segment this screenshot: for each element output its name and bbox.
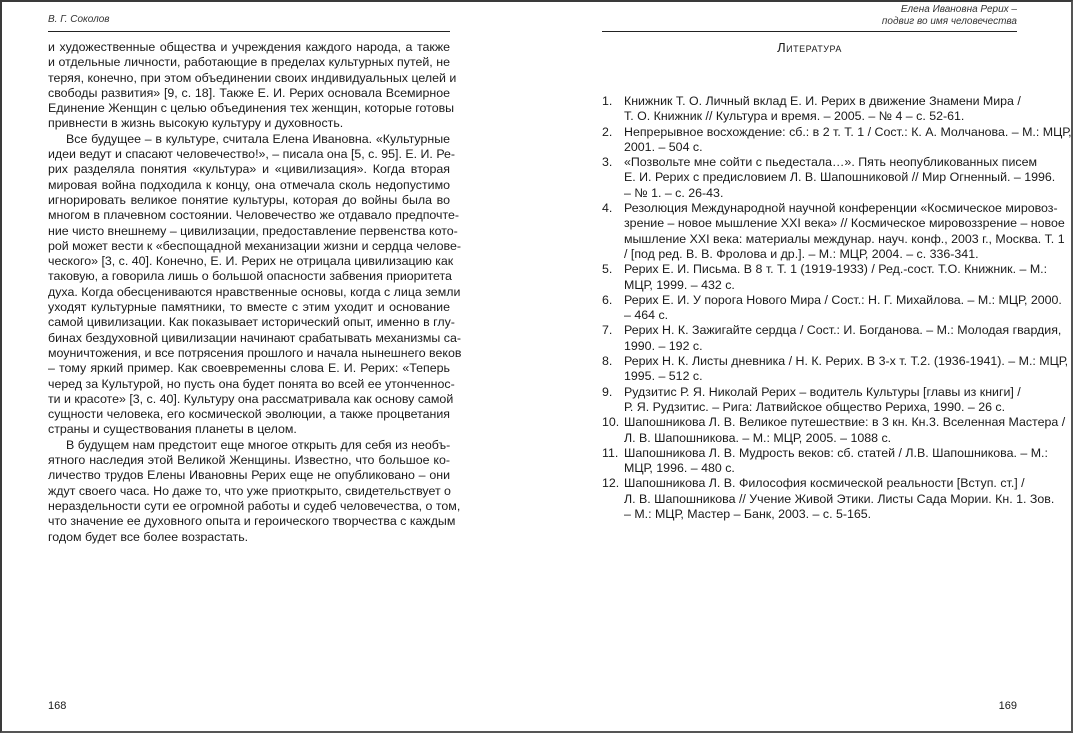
text-line: ти и красоте» [3, с. 40]. Культуру она рассматривала как основу самой: [48, 391, 454, 406]
text-line: идеи ведут и спасают человечество!», – писала она [5, с. 95]. Е. И. Ре-: [48, 147, 456, 162]
text-line: зрение – новое мышление XXI века» // Космическое мировоззрение – новое: [624, 216, 1065, 231]
reference-item: [602, 384, 1021, 416]
left-body-text: [48, 40, 462, 545]
reference-number: 10.: [602, 415, 620, 430]
text-line: Книжник Т. О. Личный вклад Е. И. Рерих в движение Знамени Мира /: [624, 94, 1021, 108]
text-line: – М.: МЦР, Мастер – Банк, 2003. – с. 5-165.: [624, 507, 872, 522]
text-line: привнести в жизнь высокую культуру и духовность.: [48, 116, 344, 131]
reference-number: 3.: [602, 155, 613, 170]
text-line: самой цивилизации. Как показывает исторический опыт, именно в глу-: [48, 315, 455, 330]
text-line: Непрерывное восхождение: сб.: в 2 т. Т. 1 / Сост.: К. А. Молчанова. – М.: МЦР,: [624, 124, 1072, 139]
left-header-rule: [48, 31, 450, 32]
reference-text: [624, 445, 1048, 477]
reference-item: [602, 323, 1062, 354]
text-line: Рерих Н. К. Листы дневника / Н. К. Рерих. В 3-х т. Т.2. (1936-1941). – М.: МЦР,: [624, 354, 1069, 369]
text-line: Рерих Е. И. У порога Нового Мира / Сост.: Н. Г. Михайлова. – М.: МЦР, 2000.: [624, 292, 1062, 307]
text-line: рой может вести к «беспощадной механизации жизни и сердца челове-: [48, 238, 461, 253]
reference-item: [602, 415, 1066, 446]
text-line: многом в плачевном состоянии. Человечество же отдавало предпочте-: [48, 208, 460, 223]
text-line: мышление XXI века: материалы междунар. науч. конф., 2003 г., Москва. Т. 1: [624, 231, 1065, 246]
text-line: ждут своего часа. Но даже то, что уже приоткрыто, свидетельствует о: [48, 483, 451, 498]
reference-text: [624, 124, 1072, 156]
paragraph: [48, 40, 457, 132]
text-line: уходят культурные памятники, то вместе с этим уходит и основание: [48, 300, 450, 315]
reference-number: 2.: [602, 124, 613, 139]
text-line: игнорировать великое понятие культуры, которая до войны была во: [48, 192, 450, 207]
reference-number: 5.: [602, 262, 613, 277]
text-line: сущности человека, его космической эволюции, а также процветания: [48, 407, 450, 422]
reference-item: [602, 354, 1069, 385]
reference-list: [602, 94, 1072, 522]
text-line: ние чисто внешнему – цивилизации, предоставление первенства кото-: [48, 223, 458, 238]
text-line: Л. В. Шапошникова. – М.: МЦР, 2005. – 1088 с.: [624, 430, 892, 445]
running-head-line: Елена Ивановна Рерих –: [900, 4, 1017, 15]
text-line: Шапошникова Л. В. Мудрость веков: сб. статей / Л.В. Шапошникова. – М.:: [624, 445, 1048, 460]
text-line: таковую, а говорила лишь о большой опасности забвения приоритета: [48, 269, 452, 284]
reference-text: [624, 155, 1056, 201]
text-line: ятного наследия этой Великой Женщины. Известно, что большое ко-: [48, 453, 450, 468]
text-line: / [под ред. В. В. Фролова и др.]. – М.: МЦР, 2004. – с. 336-341.: [624, 246, 979, 261]
text-line: теряя, конечно, при этом объединении своих индивидуальных целей и: [48, 70, 457, 85]
reference-item: [602, 155, 1056, 201]
reference-number: 8.: [602, 354, 613, 369]
text-line: нераздельности сути ее огромной работы и судеб человечества, о том,: [48, 498, 461, 513]
reference-item: [602, 445, 1048, 477]
text-line: рих разделяла понятия «культура» и «цивилизация». Когда вторая: [48, 162, 450, 177]
text-line: Рудзитис Р. Я. Николай Рерих – водитель Культуры [главы из книги] /: [624, 384, 1021, 399]
text-line: Т. О. Книжник // Культура и время. – 2005. – № 4 – с. 52-61.: [624, 109, 965, 124]
section-title: Литература: [777, 40, 842, 55]
right-header-rule: [602, 31, 1017, 32]
text-line: Шапошникова Л. В. Философия космической реальности [Вступ. ст.] /: [624, 476, 1025, 491]
reference-text: [624, 354, 1069, 385]
text-line: В будущем нам предстоит еще многое открыть для себя из необъ-: [66, 437, 451, 452]
reference-number: 12.: [602, 476, 620, 491]
reference-text: [624, 292, 1062, 324]
text-line: страны и существования планеты в целом.: [48, 422, 297, 437]
text-line: Е. И. Рерих с предисловием Л. В. Шапошниковой // Мир Огненный. – 1996.: [624, 170, 1056, 185]
text-line: мировая война подходила к концу, она отмечала сколь недопустимо: [48, 177, 450, 192]
right-running-head: [882, 4, 1017, 28]
reference-number: 11.: [602, 445, 619, 460]
text-line: Единение Женщин с целью объединения тех женщин, которые готовы: [48, 101, 455, 116]
paragraph: [48, 131, 462, 438]
reference-item: [602, 262, 1048, 293]
text-line: бинах бездуховной цивилизации начинают срабатывать механизмы са-: [48, 330, 461, 345]
left-running-head: В. Г. Соколов: [48, 14, 110, 25]
text-line: – № 1. – с. 26-43.: [624, 185, 724, 200]
text-line: и художественные общества и учреждения каждого народа, а также: [48, 40, 450, 54]
text-line: Л. В. Шапошникова // Учение Живой Этики. Листы Сада Мории. Кн. 1. Зов.: [624, 491, 1055, 506]
left-page-number: 168: [48, 700, 67, 712]
text-line: 1990. – 192 с.: [624, 338, 703, 353]
text-line: личество трудов Елены Ивановны Рерих еще не опубликовано – они: [48, 468, 450, 483]
text-line: черед за Культурой, но пусть она будет понята во всей ее утонченнос-: [48, 376, 455, 391]
text-line: моуничтожения, и все потрясения прошлого и начала нынешнего веков: [48, 345, 462, 360]
reference-text: [624, 415, 1066, 446]
text-line: Все будущее – в культуре, считала Елена Ивановна. «Культурные: [66, 131, 450, 146]
paragraph: [48, 437, 461, 545]
reference-text: [624, 94, 1021, 125]
text-line: годом будет все более возрастать.: [48, 529, 249, 544]
text-line: МЦР, 1999. – 432 с.: [624, 277, 735, 292]
reference-number: 7.: [602, 323, 613, 338]
text-line: 2001. – 504 с.: [624, 139, 703, 154]
reference-number: 6.: [602, 292, 613, 307]
text-line: Рерих Е. И. Письма. В 8 т. Т. 1 (1919-1933) / Ред.-сост. Т.О. Книжник. – М.:: [624, 262, 1048, 277]
text-line: Р. Я. Рудзитис. – Рига: Латвийское общество Рериха, 1990. – 26 с.: [624, 399, 1006, 414]
reference-item: [602, 476, 1055, 522]
right-page-number: 169: [998, 700, 1017, 712]
text-line: ческого» [3, с. 40]. Конечно, Е. И. Рерих не отрицала цивилизацию как: [48, 254, 454, 269]
reference-item: [602, 201, 1065, 262]
reference-number: 4.: [602, 201, 613, 216]
reference-text: [624, 476, 1055, 522]
reference-text: [624, 323, 1062, 354]
text-line: и отдельные личности, работающие в пределах культурных путей, не: [48, 55, 450, 70]
reference-text: [624, 201, 1065, 262]
text-line: «Позвольте мне сойти с пьедестала…». Пять неопубликованных писем: [624, 155, 1038, 170]
text-line: Резолюция Международной научной конференции «Космическое мировоз-: [624, 201, 1058, 216]
reference-item: [602, 292, 1062, 324]
reference-item: [602, 124, 1072, 156]
running-head-line: подвиг во имя человечества: [881, 16, 1017, 27]
text-line: Рерих Н. К. Зажигайте сердца / Сост.: И. Богданова. – М.: Молодая гвардия,: [624, 323, 1062, 338]
reference-text: [624, 262, 1048, 293]
reference-item: [602, 94, 1021, 125]
text-line: – 464 с.: [624, 308, 669, 323]
text-line: МЦР, 1996. – 480 с.: [624, 461, 735, 476]
text-line: 1995. – 512 с.: [624, 369, 703, 384]
text-line: свободы развития» [9, с. 18]. Также Е. И. Рерих основала Всемирное: [48, 85, 450, 100]
reference-text: [624, 384, 1021, 416]
reference-number: 9.: [602, 384, 613, 399]
text-line: – тому яркий пример. Как своевременны слова Е. И. Рерих: «Теперь: [48, 361, 450, 376]
reference-number: 1.: [602, 94, 613, 108]
text-line: что значение ее духовного опыта и героического творчества с каждым: [48, 514, 456, 529]
text-line: Шапошникова Л. В. Великое путешествие: в 3 кн. Кн.3. Вселенная Мастера /: [624, 415, 1066, 430]
text-line: духа. Когда обесцениваются нравственные основы, когда с лица земли: [48, 284, 461, 299]
